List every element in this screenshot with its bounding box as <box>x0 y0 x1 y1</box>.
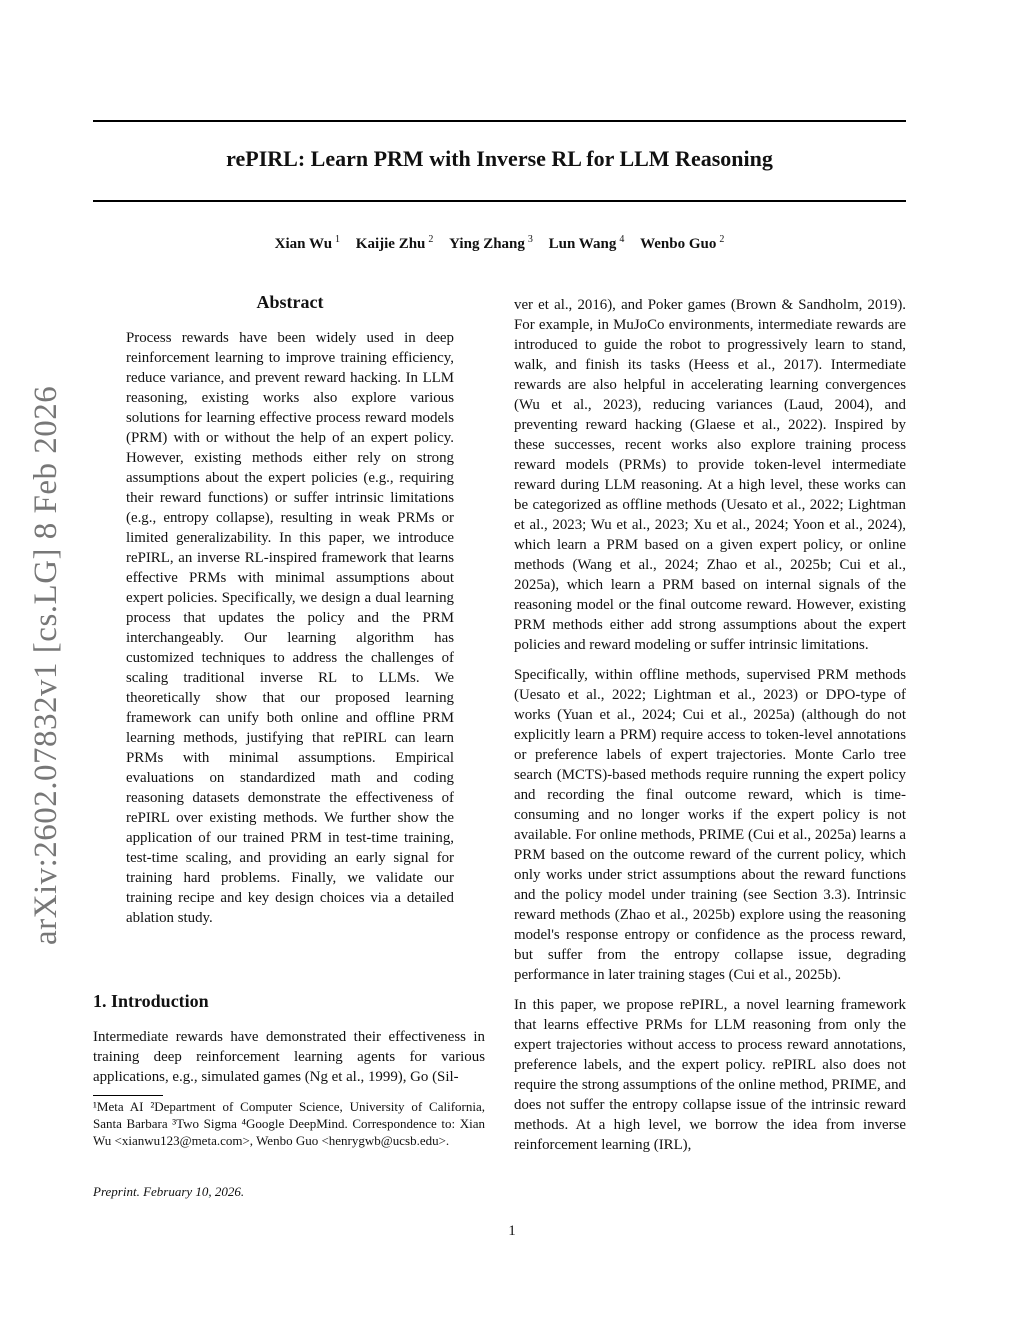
preprint-note: Preprint. February 10, 2026. <box>93 1184 245 1199</box>
author-list <box>93 234 906 253</box>
arxiv-watermark: arXiv:2602.07832v1 [cs.LG] 8 Feb 2026 <box>28 385 64 945</box>
author: Wenbo Guo $^2$ <box>640 234 725 252</box>
right-paragraph-1: ver et al., 2016), and Poker games (Brown & Sandholm, 2019). For example, in MuJoCo environments, intermediate rewards are introduced to guide the robot to progressively learn to stand, walk, and finish its tasks (Heess et al., 2017). Intermediate rewards are also helpful in accelerating learning convergences (Wu et al., 2023), reducing variances (Laud, 2004), and preventing reward hacking (Glaese et al., 2022). Inspired by these successes, recent works also explore training process reward models (PRMs) to provide token-level intermediate reward during LLM reasoning. At a high level, these works can be categorized as offline methods (Uesato et al., 2022; Lightman et al., 2023; Wu et al., 2023; Xu et al., 2024; Yoon et al., 2024), which learn a PRM based on a given expert policy, or online methods (Wang et al., 2024; Zhao et al., 2025b; Cui et al., 2025a), which learn a PRM based on internal signals of the reasoning model or the final outcome reward. However, existing PRM methods either add strong assumptions about the expert policies and reward modeling or suffer intrinsic limitations. <box>514 297 906 653</box>
author: Xian Wu $^1$ <box>274 234 341 252</box>
abstract-paragraph: Process rewards have been widely used in deep reinforcement learning to improve training efficiency, reduce variance, and prevent reward hacking. In LLM reasoning, existing works also explore various solutions for learning effective process reward models (PRM) with or without the help of an expert policy. However, existing methods either rely on strong assumptions about the expert policies (e.g., requiring their reward functions) or suffer intrinsic limitations (e.g., entropy collapse), resulting in weak PRMs or limited generalizability. In this paper, we introduce rePIRL, an inverse RL-inspired framework that learns effective PRMs with minimal assumptions about expert policies. Specifically, we design a dual learning process that updates the policy and the PRM interchangeably. Our learning algorithm has customized techniques to address the challenges of scaling traditional inverse RL to LLMs. We theoretically show that our proposed learning framework can unify both online and offline PRM learning methods, justifying that rePIRL can learn PRMs with minimal assumptions. Empirical evaluations on standardized math and coding reasoning datasets demonstrate the effectiveness of rePIRL over existing methods. We further show the application of our trained PRM in test-time training, test-time scaling, and providing an early signal for training hard problems. Finally, we validate our training recipe and key design choices via a detailed ablation study. <box>126 330 454 926</box>
title-bottom-rule <box>93 200 906 202</box>
paper-title: rePIRL: Learn PRM with Inverse RL for LLM Reasoning <box>226 146 773 171</box>
author: Ying Zhang $^3$ <box>449 234 533 252</box>
introduction-heading: 1. Introduction <box>93 991 209 1011</box>
page-number: 1 <box>508 1223 516 1239</box>
author: Lun Wang $^4$ <box>548 234 625 252</box>
right-paragraph-2: Specifically, within offline methods, supervised PRM methods (Uesato et al., 2022; Lightman et al., 2023) or DPO-type of works (Yuan et al., 2024; Cui et al., 2025a) (although do not explicitly learn a PRM) require access to token-level annotations or preference labels of expert trajectories. Monte Carlo tree search (MCTS)-based methods require running the expert policy and recording the final outcome reward, which is time-consuming and no longer works if the expert policy is not available. For online methods, PRIME (Cui et al., 2025a) learns a PRM based on the outcome reward of the current policy, which only works under strict assumptions about the reward functions and the policy model under training (see Section 3.3). Intrinsic reward methods (Zhao et al., 2025b) explore using the reasoning model's response entropy or confidence as the process reward, but suffer from the entropy collapse issue, degrading performance in later training stages (Cui et al., 2025b). <box>514 667 906 983</box>
title-top-rule <box>93 120 906 122</box>
affiliations-footnote: ¹Meta AI ²Department of Computer Science, University of California, Santa Barbara ³Two Sigma ⁴Google DeepMind. Correspondence to: Xian Wu <xianwu123@meta.com>, Wenbo Guo <henrygwb@ucsb.edu>. <box>93 1099 485 1148</box>
right-paragraph-3: In this paper, we propose rePIRL, a novel learning framework that learns effective PRMs for LLM reasoning from only the expert trajectories without access to process reward annotations, preference labels, and the expert policy. rePIRL also does not require the strong assumptions of the online method, PRIME, and does not suffer the entropy collapse issue of the intrinsic reward methods. At a high level, we borrow the idea from inverse reinforcement learning (IRL), <box>514 997 906 1153</box>
footnote-rule <box>93 1095 163 1096</box>
abstract-text <box>126 328 454 938</box>
right-column <box>514 295 906 1165</box>
introduction-left-column <box>93 1027 485 1097</box>
intro-paragraph: Intermediate rewards have demonstrated their effectiveness in training deep reinforcement learning agents for various applications, e.g., simulated games (Ng et al., 1999), Go (Sil- <box>93 1029 485 1085</box>
abstract-heading: Abstract <box>256 292 324 312</box>
author: Kaijie Zhu $^2$ <box>355 234 434 252</box>
